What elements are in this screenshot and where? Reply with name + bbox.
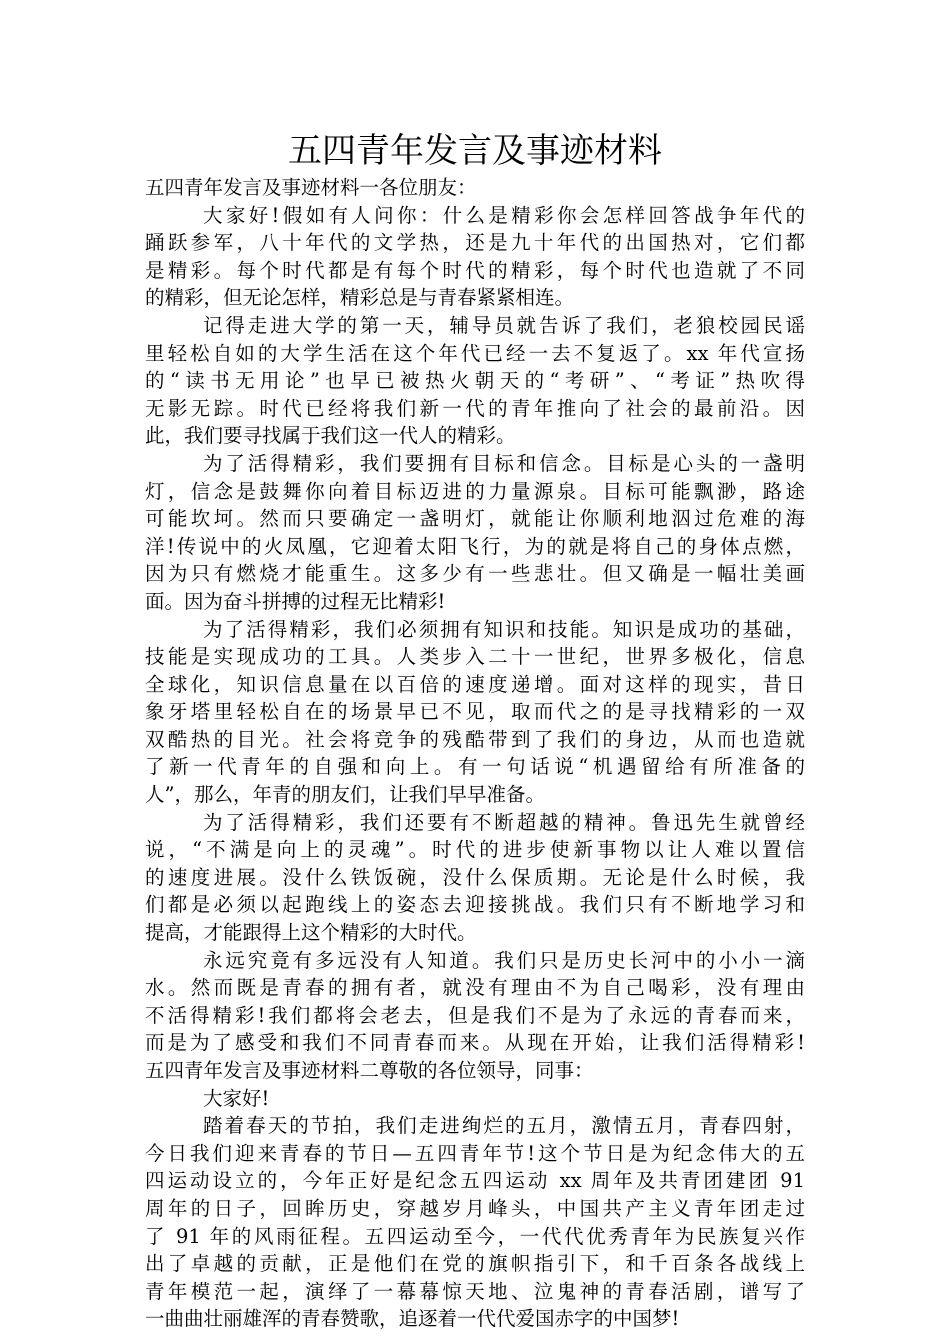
text-line: 了 91 年的风雨征程。五四运动至今，一代代优秀青年为民族复兴作 <box>145 1224 805 1248</box>
text-line: 们都是必须以起跑线上的姿态去迎接挑战。我们只有不断地学习和 <box>145 893 805 917</box>
text-line: 而是为了感受和我们不同青春而来。从现在开始，让我们活得精彩! <box>145 1031 805 1055</box>
text-line: 洋!传说中的火凤凰，它迎着太阳飞行，为的就是将自己的身体点燃， <box>145 534 805 558</box>
text-line: 的“读书无用论”也早已被热火朝天的“考研”、“考证”热吹得 <box>145 369 805 393</box>
text-line: 因为只有燃烧才能重生。这多少有一些悲壮。但又确是一幅壮美画 <box>145 562 805 586</box>
text-line: 四运动设立的，今年正好是纪念五四运动 xx 周年及共青团建团 91 <box>145 1169 805 1193</box>
text-line: 面。因为奋斗拼搏的过程无比精彩! <box>145 589 446 613</box>
text-line: 为了活得精彩，我们还要有不断超越的精神。鲁迅先生就曾经 <box>203 810 805 834</box>
text-line: 提高，才能跟得上这个精彩的大时代。 <box>145 921 477 945</box>
text-line: 的速度进展。没什么铁饭碗，没什么保质期。无论是什么时候，我 <box>145 865 805 889</box>
text-line: 记得走进大学的第一天，辅导员就告诉了我们，老狼校园民谣 <box>203 313 805 337</box>
text-line: 为了活得精彩，我们必须拥有知识和技能。知识是成功的基础， <box>203 617 805 641</box>
text-line: 无影无踪。时代已经将我们新一代的青年推向了社会的最前沿。因 <box>145 396 805 420</box>
text-line: 全球化，知识信息量在以百倍的速度递增。面对这样的现实，昔日 <box>145 672 805 696</box>
text-line: 是精彩。每个时代都是有每个时代的精彩，每个时代也造就了不同 <box>145 258 805 282</box>
text-line: 此，我们要寻找属于我们这一代人的精彩。 <box>145 424 516 448</box>
text-line: 五四青年发言及事迹材料二尊敬的各位领导，同事： <box>145 1059 594 1082</box>
text-line: 一曲曲壮丽雄浑的青春赞歌，追逐着一代代爱国赤字的中国梦! <box>145 1307 680 1331</box>
document-body <box>145 174 805 1333</box>
text-line: 可能坎坷。然而只要确定一盏明灯，就能让你顺利地泅过危难的海 <box>145 507 805 531</box>
text-line: 灯，信念是鼓舞你向着目标迈进的力量源泉。目标可能飘渺，路途 <box>145 479 805 503</box>
text-line: 里轻松自如的大学生活在这个年代已经一去不复返了。xx 年代宣扬 <box>145 341 805 365</box>
text-line: 五四青年发言及事迹材料一各位朋友： <box>145 176 477 199</box>
text-line: 人”，那么，年青的朋友们，让我们早早准备。 <box>145 783 545 807</box>
text-line: 不活得精彩!我们都将会老去，但是我们不是为了永远的青春而来， <box>145 1003 805 1027</box>
document-title: 五四青年发言及事迹材料 <box>288 131 662 171</box>
text-line: 说，“不满是向上的灵魂”。时代的进步使新事物以让人难以置信 <box>145 838 805 862</box>
text-line: 大家好!假如有人问你：什么是精彩你会怎样回答战争年代的 <box>203 203 805 227</box>
text-line: 象牙塔里轻松自在的场景早已不见，取而代之的是寻找精彩的一双 <box>145 700 805 724</box>
document-page <box>145 128 805 1333</box>
text-line: 水。然而既是青春的拥有者，就没有理由不为自己喝彩，没有理由 <box>145 976 805 1000</box>
text-line: 双酷热的目光。社会将竞争的残酷带到了我们的身边，从而也造就 <box>145 727 805 751</box>
text-line: 永远究竟有多远没有人知道。我们只是历史长河中的小小一滴 <box>203 948 805 972</box>
text-line: 今日我们迎来青春的节日—五四青年节!这个节日是为纪念伟大的五 <box>145 1141 805 1165</box>
text-line: 青年模范一起，演绎了一幕幕惊天地、泣鬼神的青春活剧，谱写了 <box>145 1279 805 1303</box>
text-line: 大家好! <box>203 1086 270 1110</box>
text-line: 技能是实现成功的工具。人类步入二十一世纪，世界多极化，信息 <box>145 645 805 669</box>
text-line: 为了活得精彩，我们要拥有目标和信念。目标是心头的一盏明 <box>203 451 805 475</box>
text-line: 周年的日子，回眸历史，穿越岁月峰头，中国共产主义青年团走过 <box>145 1196 805 1220</box>
text-line: 的精彩，但无论怎样，精彩总是与青春紧紧相连。 <box>145 286 575 310</box>
text-line: 了新一代青年的自强和向上。有一句话说“机遇留给有所准备的 <box>145 755 805 779</box>
text-line: 踏着春天的节拍，我们走进绚烂的五月，激情五月，青春四射， <box>203 1114 805 1138</box>
text-line: 出了卓越的贡献，正是他们在党的旗帜指引下，和千百条各战线上 <box>145 1252 805 1276</box>
text-line: 踊跃参军，八十年代的文学热，还是九十年代的出国热对，它们都 <box>145 231 805 255</box>
